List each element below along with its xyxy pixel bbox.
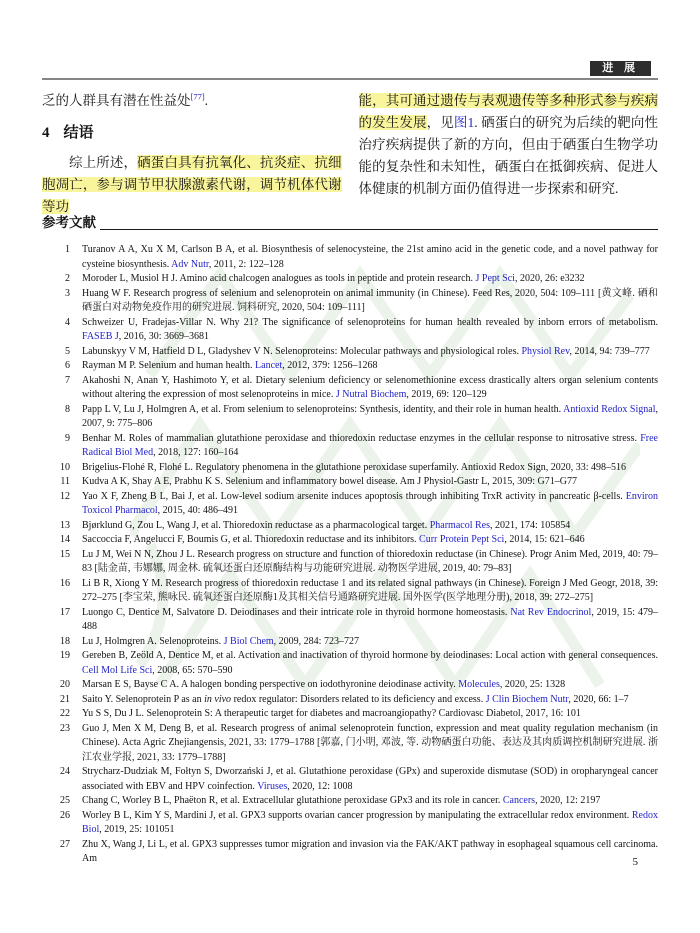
text-segment: Lu J, Holmgren A. Selenoproteins. xyxy=(82,635,224,647)
reference-number: 24 xyxy=(60,766,70,777)
text-segment: , 2020, 12: 2197 xyxy=(535,795,601,806)
text-segment: Schweizer U, Fradejas-Villar N. Why 21? The significance of selenoproteins for human health revealed by inborn errors of metabolism. xyxy=(82,316,658,328)
reference-number: 12 xyxy=(60,490,70,502)
reference-number: 14 xyxy=(60,534,70,545)
text-segment: , 2020, 66: 1–7 xyxy=(568,693,629,705)
reference-number: 6 xyxy=(65,360,70,371)
text-segment: , 2014, 94: 739–777 xyxy=(569,345,650,357)
reference-text xyxy=(82,765,658,794)
reference-item xyxy=(42,707,658,722)
text-segment: , 2009, 284: 723–727 xyxy=(273,635,359,647)
section-number: 4 xyxy=(42,125,50,141)
page-number: 5 xyxy=(632,856,638,868)
text-segment: Rayman M P. Selenium and human health. xyxy=(82,360,256,371)
reference-text xyxy=(82,359,658,374)
reference-item xyxy=(42,838,658,867)
reference-item xyxy=(42,316,658,345)
highlighted-text: 硒蛋白具有抗氧化、抗炎症、抗细胞凋亡，参与调节甲状腺激素代谢，调节机体代谢等功 xyxy=(42,155,342,214)
inline-link[interactable]: Cell Mol Life Sci xyxy=(82,664,153,676)
reference-text xyxy=(82,287,658,316)
reference-item xyxy=(42,461,658,476)
reference-number: 3 xyxy=(65,287,70,299)
reference-text xyxy=(82,809,658,838)
reference-item xyxy=(42,432,658,461)
reference-text xyxy=(82,722,658,766)
text-segment: , 2015, 40: 486–491 xyxy=(157,505,238,516)
inline-link[interactable]: Molecules xyxy=(458,679,500,690)
reference-item xyxy=(42,359,658,374)
reference-item xyxy=(42,490,658,519)
reference-item xyxy=(42,519,658,534)
reference-number: 1 xyxy=(65,244,70,255)
text-segment: redox regulator: Disorders related to its deficiency and excess. xyxy=(231,693,486,705)
reference-text xyxy=(82,693,658,708)
reference-text xyxy=(82,403,658,432)
text-segment: Gereben B, Zeöld A, Dentice M, et al. Activation and inactivation of thyroid hormone by deiodinases: Local action with general consequences. xyxy=(82,650,658,661)
body-columns xyxy=(42,90,658,218)
reference-item xyxy=(42,635,658,650)
reference-number: 10 xyxy=(60,461,70,473)
reference-text xyxy=(82,490,658,519)
reference-text xyxy=(82,243,658,272)
figure-1-link[interactable]: 图1 xyxy=(453,115,475,130)
reference-number: 17 xyxy=(60,606,70,618)
text-segment: , 2019, 69: 120–129 xyxy=(406,389,487,400)
reference-number: 15 xyxy=(60,548,70,560)
text-segment: , 2020, 25: 1328 xyxy=(499,679,566,690)
reference-text xyxy=(82,533,658,548)
reference-number: 25 xyxy=(60,795,70,806)
reference-item xyxy=(42,606,658,635)
reference-item xyxy=(42,374,658,403)
reference-text xyxy=(82,461,658,476)
inline-link[interactable]: Environ Toxicol Pharmacol xyxy=(82,490,658,516)
reference-text xyxy=(82,345,658,360)
section-heading xyxy=(42,122,342,144)
conclusion-paragraph xyxy=(42,152,342,218)
reference-item xyxy=(42,533,658,548)
reference-number: 9 xyxy=(65,432,70,444)
text-segment: 综上所述， xyxy=(69,155,138,170)
highlighted-text: 能，其可通过遗传与表观遗传等多种形式参与疾病的发生发展 xyxy=(358,93,658,130)
inline-link[interactable]: Redox Biol xyxy=(82,809,658,835)
inline-link[interactable]: Cancers xyxy=(502,795,536,806)
text-segment: . 硒蛋白的研究为后续的靶向性治疗疾病提供了新的方向，但由于硒蛋白生物学功能的复杂性和未知性，硒蛋白在抵御疾病、促进人体健康的机制方面仍值得进一步探索和研究. xyxy=(358,115,659,196)
reference-text xyxy=(82,548,658,577)
references-list xyxy=(42,243,658,867)
inline-link[interactable]: Viruses xyxy=(257,780,288,792)
reference-text xyxy=(82,374,658,403)
text-segment: , 2020, 26: e3232 xyxy=(514,273,585,284)
paragraph-continuation xyxy=(42,90,342,112)
text-segment: 乏的人群具有潜在性益处 xyxy=(42,93,191,108)
text-segment: Chang C, Worley B L, Phaëton R, et al. Extracellular glutathione peroxidase GPx3 and its role in cancer. xyxy=(82,795,503,806)
text-segment: Zhu X, Wang J, Li L, et al. GPX3 suppresses tumor migration and invasion via the FAK/AKT pathway in esophageal squamous cell carcinoma. Am xyxy=(82,838,658,864)
reference-text xyxy=(82,577,658,606)
inline-link[interactable]: Lancet xyxy=(255,360,283,371)
text-segment: , 2021, 174: 105854 xyxy=(489,519,571,531)
reference-number: 2 xyxy=(65,273,70,284)
inline-link[interactable]: Free Radical Biol Med xyxy=(82,432,658,458)
references-section xyxy=(42,214,658,867)
inline-link[interactable]: Pharmacol Res xyxy=(429,519,490,531)
inline-link[interactable]: J Nutral Biochem xyxy=(335,389,407,400)
reference-text xyxy=(82,794,658,809)
text-segment: Yu S S, Du J L. Selenoprotein S: A therapeutic target for diabetes and macroangiopathy? Cardiovasc Diabetol, 2017, 16: 101 xyxy=(82,708,581,719)
reference-number: 5 xyxy=(65,345,70,357)
inline-link[interactable]: Adv Nutr xyxy=(171,258,209,270)
reference-item xyxy=(42,794,658,809)
reference-number: 26 xyxy=(60,809,70,821)
reference-item xyxy=(42,765,658,794)
text-segment: , 2019, 15: 479–488 xyxy=(82,606,659,632)
inline-link[interactable]: J Biol Chem xyxy=(223,635,274,647)
text-segment: , 2007, 9: 775–806 xyxy=(82,403,658,429)
reference-text xyxy=(82,606,658,635)
text-segment: Brigelius-Flohé R, Flohé L. Regulatory phenomena in the glutathione peroxidase superfamily. Antioxid Redox Sign, 2020, 33: 498–516 xyxy=(82,461,627,473)
text-segment: , 2008, 65: 570–590 xyxy=(152,664,233,676)
text-segment: , 2020, 12: 1008 xyxy=(287,780,353,792)
text-segment: Moroder L, Musiol H J. Amino acid chalcogen analogues as tools in peptide and protein research. xyxy=(82,273,476,284)
reference-number: 7 xyxy=(65,374,70,386)
reference-number: 21 xyxy=(60,693,70,705)
references-heading: 参考文献 xyxy=(42,215,96,230)
inline-link[interactable]: Curr Protein Pept Sci xyxy=(419,534,505,545)
section-badge: 进 展 xyxy=(590,61,651,76)
reference-item xyxy=(42,345,658,360)
reference-item xyxy=(42,403,658,432)
text-segment: Kudva A K, Shay A E, Prabhu K S. Selenium and inflammatory bowel disease. Am J Physiol-Gastr L, 2015, 309: G71–G77 xyxy=(82,476,577,487)
inline-link[interactable]: Antioxid Redox Signal xyxy=(563,403,656,415)
right-column xyxy=(359,90,659,218)
inline-link[interactable]: J Pept Sci xyxy=(475,273,515,284)
text-segment: Bjørklund G, Zou L, Wang J, et al. Thioredoxin reductase as a pharmacological target. xyxy=(82,519,430,531)
text-segment: Labunskyy V M, Hatfield D L, Gladyshev V N. Selenoproteins: Molecular pathways and physiological roles. xyxy=(82,345,522,357)
reference-item xyxy=(42,693,658,708)
text-segment: , 2012, 379: 1256–1268 xyxy=(282,360,378,371)
text-segment: . xyxy=(204,93,209,108)
text-segment: , 2014, 15: 621–646 xyxy=(504,534,585,545)
reference-item xyxy=(42,243,658,272)
inline-link[interactable]: FASEB J xyxy=(82,331,119,342)
reference-item xyxy=(42,287,658,316)
text-segment: Luongo C, Dentice M, Salvatore D. Deiodinases and their intricate role in thyroid hormone homeostasis. xyxy=(82,606,511,618)
text-segment: Li B R, Xiong Y M. Research progress of thioredoxin reductase 1 and its related signal pathways (in Chinese). Foreign J Med Geogr, 2018, 39: 272–275 [李宝荣, 熊咏民. 硫氧还蛋白还原酶1及其相关信号通路研究进展. 国外医学(医学地理分册), 2018, 39: 272–275] xyxy=(82,577,658,603)
text-segment: Akahoshi N, Anan Y, Hashimoto Y, et al. Dietary selenium deficiency or selenomethionine excess drastically alters organ selenium contents without altering the expression of most selenoproteins in mice. xyxy=(82,374,658,400)
reference-number: 13 xyxy=(60,519,70,531)
conclusion-paragraph-continued xyxy=(359,90,659,200)
text-segment: , 2011, 2: 122–128 xyxy=(208,258,284,270)
reference-text xyxy=(82,649,658,678)
text-segment: , 2018, 127: 160–164 xyxy=(153,447,239,458)
reference-number: 11 xyxy=(60,476,70,487)
reference-number: 4 xyxy=(65,316,70,328)
reference-item xyxy=(42,548,658,577)
reference-text xyxy=(82,475,658,490)
reference-number: 18 xyxy=(60,635,70,647)
text-segment: Strycharz-Dudziak M, Fołtyn S, Dworzański J, et al. Glutathione peroxidase (GPx) and superoxide dismutase (SOD) in oropharyngeal cancer associated with EBV and HPV coinfection. xyxy=(82,766,658,792)
text-segment: Marsan E S, Bayse C A. A halogen bonding perspective on iodothyronine deiodinase activity. xyxy=(82,679,459,690)
reference-text xyxy=(82,707,658,722)
reference-text xyxy=(82,316,658,345)
reference-text xyxy=(82,519,658,534)
reference-item xyxy=(42,678,658,693)
citation-77-link[interactable]: [77] xyxy=(190,91,205,102)
reference-text xyxy=(82,432,658,461)
text-segment: Saccoccia F, Angelucci F, Boumis G, et al. Thioredoxin reductase and its inhibitors. xyxy=(82,534,420,545)
reference-item xyxy=(42,722,658,766)
reference-text xyxy=(82,272,658,287)
reference-item xyxy=(42,475,658,490)
text-segment: , 2016, 30: 3669–3681 xyxy=(118,331,210,342)
reference-item xyxy=(42,809,658,838)
reference-text xyxy=(82,678,658,693)
reference-item xyxy=(42,272,658,287)
inline-link[interactable]: J Clin Biochem Nutr xyxy=(485,693,569,705)
text-segment: Benhar M. Roles of mammalian glutathione peroxidase and thioredoxin reductase enzymes in the cellular response to nitrosative stress. xyxy=(82,432,641,444)
text-segment: , 2019, 25: 101051 xyxy=(99,824,175,835)
reference-number: 16 xyxy=(60,577,70,589)
reference-number: 27 xyxy=(60,838,70,850)
text-segment: Lu J M, Wei N N, Zhou J L. Research progress on structure and function of thioredoxin reductase (in Chinese). Progr Anim Med, 2019, 40: 79–83 [陆金苗, 韦娜娜, 周金林. 硫氧还蛋白还原酶结构与功能研究进展. 动物医学进展, 2019, 40: 79–83] xyxy=(82,548,658,574)
text-segment: Worley B L, Kim Y S, Mardini J, et al. GPX3 supports ovarian cancer progression by manipulating the extracellular redox environment. xyxy=(82,809,632,821)
text-segment: Saito Y. Selenoprotein P as an xyxy=(82,693,205,705)
reference-number: 20 xyxy=(60,679,70,690)
reference-item xyxy=(42,577,658,606)
inline-link[interactable]: Nat Rev Endocrinol xyxy=(510,606,592,618)
reference-text xyxy=(82,635,658,650)
inline-link[interactable]: Physiol Rev xyxy=(521,345,570,357)
text-segment: Papp L V, Lu J, Holmgren A, et al. From selenium to selenoproteins: Synthesis, identity, and their role in human health. xyxy=(82,403,564,415)
text-segment: Yao X F, Zheng B L, Bai J, et al. Low-level sodium arsenite induces apoptosis through inhibiting TrxR activity in pancreatic β-cells. xyxy=(82,490,626,502)
text-segment: ，见 xyxy=(426,115,454,130)
text-segment: Turanov A A, Xu X M, Carlson B A, et al. Biosynthesis of selenocysteine, the 21st amino acid in the genetic code, and a novel pathway for cysteine biosynthesis. xyxy=(82,244,658,270)
reference-number: 23 xyxy=(60,722,70,734)
text-segment: Guo J, Men X M, Deng B, et al. Research progress of animal selenoprotein function, expression and meat quality regulation mechanism (in Chinese). Acta Agric Zhejiangensis, 2021, 33: 1779–1788 [郭嘉, 门小明, 邓波, 等. 动物硒蛋白功能、表达及其肉质调控机制研究进展. 浙江农业学报, 2021, 33: 1779–1788] xyxy=(82,722,658,763)
text-segment: in vivo xyxy=(204,693,232,705)
left-column xyxy=(42,90,342,218)
text-segment: Huang W F. Research progress of selenium and selenoprotein on animal immunity (in Chinese). Feed Res, 2020, 504: 109–111 [黄文峰. 硒和硒蛋白对动物免疫作用的研究进展. 饲料研究, 2020, 504: 109–111] xyxy=(82,287,658,313)
references-underline xyxy=(100,229,658,230)
reference-number: 22 xyxy=(60,708,70,719)
section-title: 结语 xyxy=(63,125,94,141)
masthead-rule xyxy=(42,78,658,80)
reference-text xyxy=(82,838,658,867)
references-heading-row xyxy=(42,214,658,232)
reference-item xyxy=(42,649,658,678)
reference-number: 19 xyxy=(60,650,70,661)
reference-number: 8 xyxy=(65,403,70,415)
